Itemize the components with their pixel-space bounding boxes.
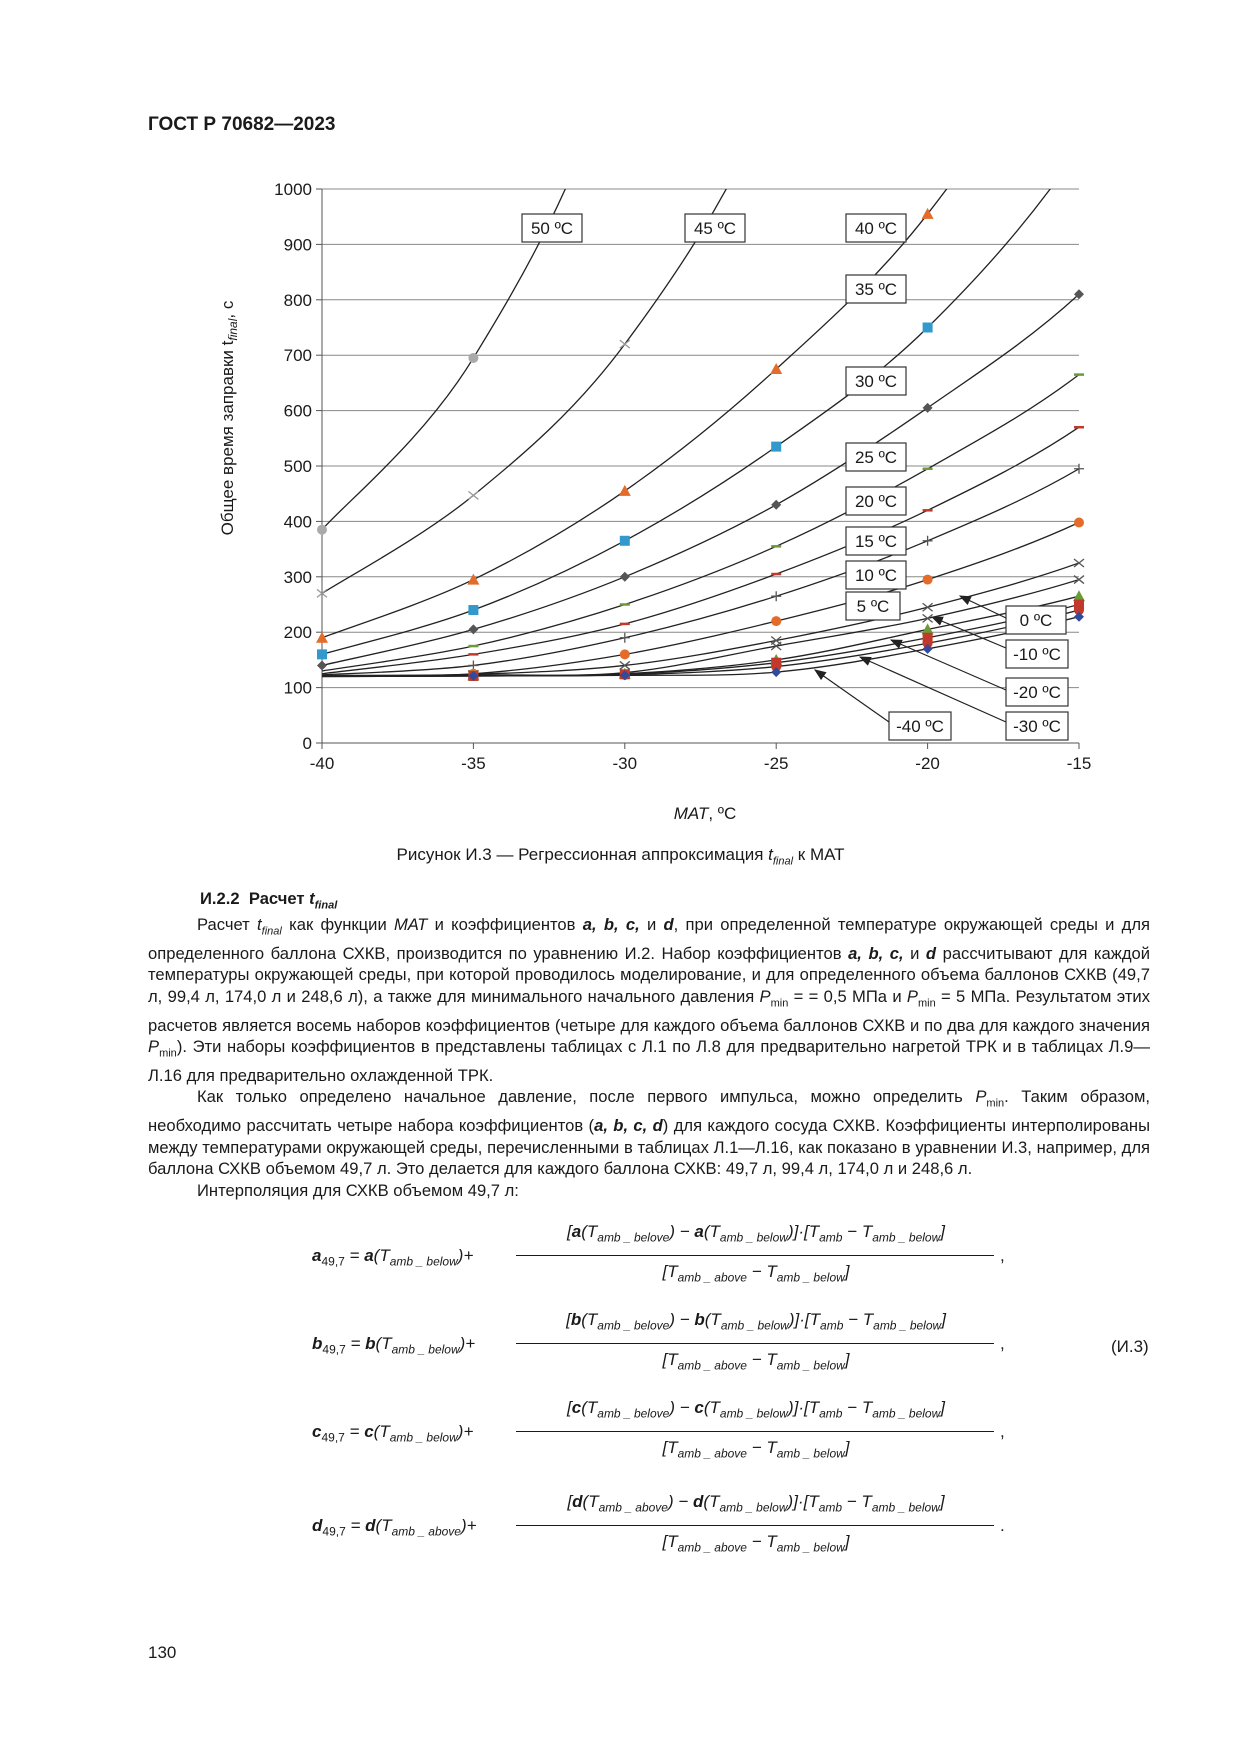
series-label: 50 ºC (530, 219, 574, 238)
x-tick-label: -35 (461, 754, 486, 773)
y-tick-label: 0 (302, 734, 312, 753)
data-point (922, 208, 934, 219)
series-line (322, 322, 1241, 676)
x-tick-label: -40 (309, 754, 335, 773)
data-point (620, 536, 630, 546)
data-point (771, 442, 781, 452)
data-point (468, 491, 478, 499)
series-line (322, 448, 1241, 676)
series-line (322, 213, 1241, 674)
data-point (1074, 559, 1084, 567)
chart-labels (522, 214, 1068, 740)
data-point (923, 614, 933, 622)
data-point (923, 575, 933, 585)
y-tick-label: 600 (283, 401, 312, 421)
series-label: -40 ºC (896, 717, 944, 736)
data-point (620, 633, 630, 643)
data-point (317, 525, 327, 535)
data-point (1074, 464, 1084, 474)
series-line (322, 504, 1241, 676)
data-point (923, 603, 933, 611)
series-label: -20 ºC (1013, 683, 1061, 702)
series-label: 25 ºC (854, 448, 898, 467)
equation-number: (И.3) (1111, 1337, 1149, 1356)
series-line (322, 0, 928, 593)
x-tick-label: -15 (1066, 754, 1092, 773)
series-line (322, 0, 776, 530)
figure-caption: Рисунок И.3 — Регрессионная аппроксимация $t_{final}$ к МАТ (396, 845, 845, 868)
y-tick-label: 200 (283, 623, 312, 643)
equation-a: $a_{49,7} = a(T_{amb \_ below})+$ $[a(T_{amb \_ belove}) - a(T_{amb \_ below})]\cdot[T_{amb} - T_{amb \_ below}]$ $[T_{amb \_ above} - T_{amb \_ below}]$ , (312, 1222, 1005, 1285)
series-label: 5 ºC (856, 597, 890, 616)
paragraph-3: Интерполяция для СХКВ объемом 49,7 л: (197, 1180, 519, 1200)
data-point (317, 660, 327, 670)
section-title: И.2.2 Расчет $t_{final}$ (200, 889, 338, 912)
chart-axes (274, 180, 1091, 773)
y-tick-label: 300 (283, 567, 312, 587)
series-label: 10 ºC (854, 566, 898, 585)
y-tick-label: 100 (283, 678, 312, 698)
y-tick-label: 400 (283, 512, 312, 532)
x-tick-label: -25 (763, 754, 789, 773)
data-point (468, 353, 478, 363)
y-tick-label: 1000 (274, 180, 312, 199)
series-label: 35 ºC (854, 280, 898, 299)
data-point (620, 649, 630, 659)
y-tick-label: 700 (283, 346, 312, 366)
data-point (468, 605, 478, 615)
series-label: 20 ºC (854, 492, 898, 511)
series-label: 40 ºC (854, 219, 898, 238)
data-point (620, 340, 630, 348)
series-label: -10 ºC (1013, 645, 1061, 664)
data-point (771, 500, 781, 510)
series-label: 0 ºC (1019, 611, 1053, 630)
label-arrow (960, 596, 1006, 618)
series-line (322, 485, 1241, 676)
series-label: 45 ºC (693, 219, 737, 238)
series-line (322, 0, 1230, 654)
paragraph-1: Расчет $t_{final}$ как функции МАТ и коэффициентов a, b, c, и d, при определенной температуре окружающей среды и для определенного баллона СХКВ, производится по уравнению И.2. Набор коэффициентов a, b, c, и d рассчитывают для каждой температуры окружающей среды, при которой проводилось моделирование, и для определенного объема баллонов СХКВ (49,7 л, 99,4 л, 174,0 л и 248,6 л), а также для минимального начального давления $P_{min}$ = = 0,5 МПа и $P_{min} = 5$ МПа. Результатом этих расчетов является восемь наборов коэффициентов (четыре для каждого объема баллонов СХКВ и по два для каждого значения $P_{min}$). Эти наборы коэффициентов в представлены таблицах с Л.1 по Л.8 для предварительно нагретой ТРК и в таблицах Л.9—Л.16 для предварительно охлажденной ТРК. Как только определено начальное давление, после первого импульса, можно определить $P_{min}$. Таким образом, необходимо рассчитать четыре набора коэффициентов (a, b, c, d) для каждого сосуда СХКВ. Коэффициенты интерполированы между температурами окружающей среды, перечисленными в таблицах Л.1—Л.16, как показано в уравнении И.3, например, для баллона СХКВ объемом 49,7 л. Это делается для каждого баллона СХКВ: 49,7 л, 99,4 л, 174,0 л и 248,6 л. Интерполяция для СХКВ объемом 49,7 л: (148, 915, 1150, 1200)
y-axis-label: Общее время заправки $t_{final}$, с (218, 300, 240, 536)
series-line (322, 132, 1241, 673)
y-tick-label: 800 (283, 290, 312, 310)
y-tick-label: 900 (283, 235, 312, 255)
data-point (923, 323, 933, 333)
x-tick-label: -30 (612, 754, 638, 773)
label-arrow (815, 670, 889, 722)
x-axis-label: MAT, ºC (673, 804, 737, 823)
data-point (771, 591, 781, 601)
page-number: 130 (148, 1643, 177, 1662)
data-point (316, 632, 328, 643)
data-point (923, 403, 933, 413)
series-line (322, 0, 1241, 665)
document-header: ГОСТ Р 70682—2023 (148, 114, 336, 135)
data-point (923, 536, 933, 546)
regression-chart (0, 0, 1241, 830)
data-point (619, 485, 631, 496)
series-label: 30 ºC (854, 372, 898, 391)
data-point (771, 616, 781, 626)
y-tick-label: 500 (283, 457, 312, 476)
equation-b: $b_{49,7} = b(T_{amb \_ below})+$ $[b(T_{amb \_ belove}) - b(T_{amb \_ below})]\cdot[T_{amb} - T_{amb \_ below}]$ $[T_{amb \_ above} - T_{amb \_ below}]$ , (312, 1310, 1005, 1373)
label-arrow (891, 640, 1006, 690)
equation-c: $c_{49,7} = c(T_{amb \_ below})+$ $[c(T_{amb \_ belove}) - c(T_{amb \_ below})]\cdot[T_{amb} - T_{amb \_ below}]$ $[T_{amb \_ above} - T_{amb \_ below}]$ , (312, 1398, 1005, 1461)
series-label: -30 ºC (1013, 717, 1061, 736)
data-point (620, 572, 630, 582)
data-point (317, 649, 327, 659)
data-point (468, 624, 478, 634)
chart-curves (322, 0, 1241, 677)
paragraph-2: Как только определено начальное давление, после первого импульса, можно определить $P_{min}$. Таким образом, необходимо рассчитать четыре набора коэффициентов (a, b, c, d) для каждого сосуда СХКВ. Коэффициенты интерполированы между температурами окружающей среды, перечисленными в таблицах Л.1—Л.16, как показано в уравнении И.3, например, для баллона СХКВ объемом 49,7 л. Это делается для каждого баллона СХКВ: 49,7 л, 99,4 л, 174,0 л и 248,6 л. (148, 1087, 1150, 1179)
series-line (322, 0, 1230, 638)
data-point (1074, 518, 1084, 528)
section-body (200, 888, 1150, 917)
equation-d: $d_{49,7} = d(T_{amb \_ above})+$ $[d(T_{amb \_ above}) - d(T_{amb \_ below})]\cdot[T_{amb} - T_{amb \_ below}]$ $[T_{amb \_ above} - T_{amb \_ below}]$ . (312, 1492, 1005, 1555)
series-line (322, 410, 1241, 675)
x-tick-label: -20 (915, 754, 940, 773)
data-point (467, 574, 479, 585)
series-label: 15 ºC (854, 532, 898, 551)
